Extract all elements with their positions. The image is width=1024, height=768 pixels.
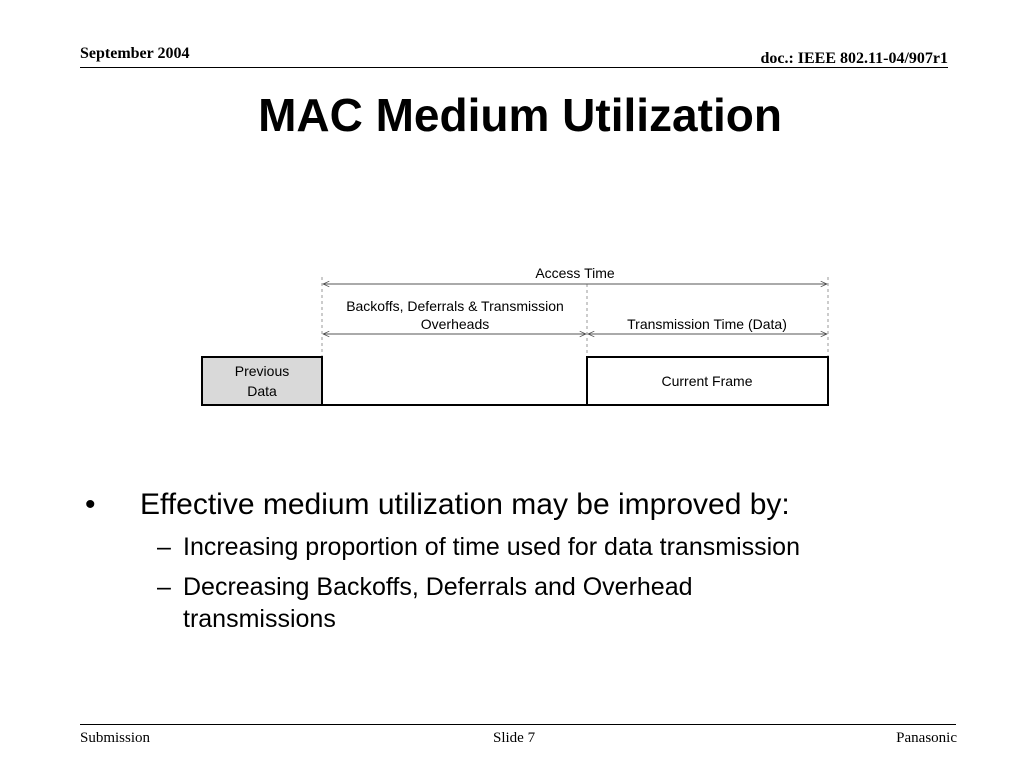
bullet-marker: • — [85, 488, 96, 521]
sub-bullet-marker: – — [157, 533, 171, 561]
previous-data-label-line1: Previous — [234, 363, 290, 379]
sub-bullet-1-text: Increasing proportion of time used for data transmission — [183, 533, 800, 561]
bullet-main — [85, 487, 945, 523]
current-frame-label: Current Frame — [661, 373, 753, 389]
footer-slide-number: Slide 7 — [493, 730, 536, 746]
transmission-time-label: Transmission Time (Data) — [627, 316, 787, 332]
bullet-list — [85, 487, 945, 635]
sub-bullet-2 — [85, 571, 945, 635]
sub-bullet-1 — [85, 531, 945, 563]
access-time-label: Access Time — [535, 265, 615, 281]
footer-company: Panasonic — [896, 730, 957, 746]
header-date: September 2004 — [80, 45, 190, 62]
footer-rule — [80, 724, 956, 725]
backoffs-label-line1: Backoffs, Deferrals & Transmission — [346, 298, 564, 314]
backoffs-label-line2: Overheads — [420, 316, 490, 332]
slide-title: MAC Medium Utilization — [258, 89, 782, 141]
previous-data-label-line2: Data — [247, 383, 277, 399]
footer-submission: Submission — [80, 730, 151, 746]
header-doc-id: doc.: IEEE 802.11-04/907r1 — [760, 50, 948, 67]
bullet-main-text: Effective medium utilization may be improved by: — [140, 488, 790, 521]
sub-bullet-2-text-line1: Decreasing Backoffs, Deferrals and Overhead — [183, 573, 693, 601]
sub-bullet-marker: – — [157, 573, 171, 601]
sub-bullet-2-text-line2: transmissions — [183, 605, 336, 633]
